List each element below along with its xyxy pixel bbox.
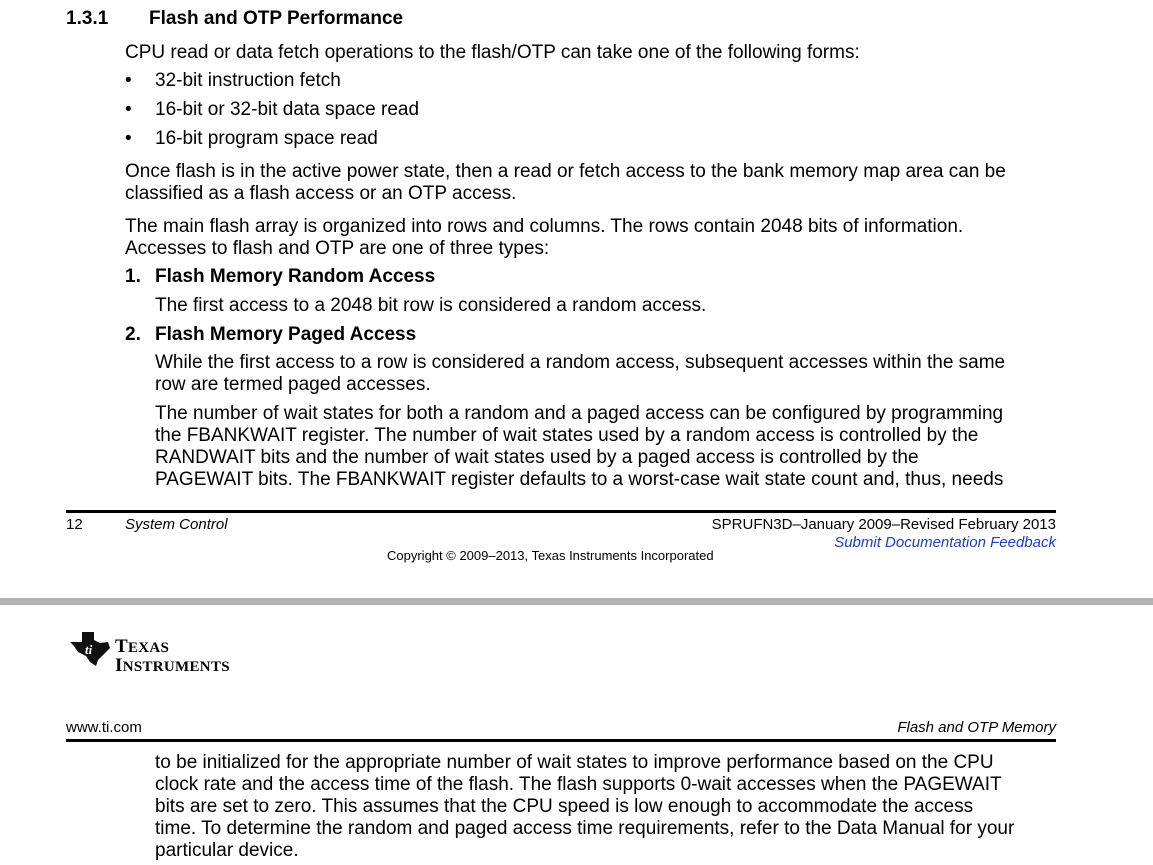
- paragraph-line: particular device.: [155, 840, 299, 861]
- bullet-marker: •: [125, 99, 132, 120]
- ti-logo: [68, 630, 258, 675]
- header-section: Flash and OTP Memory: [897, 719, 1056, 736]
- list-item-title: Flash Memory Random Access: [155, 266, 436, 287]
- paragraph-line: clock rate and the access time of the flash. The flash supports 0-wait accesses when the PAGEWAIT: [155, 774, 1002, 795]
- svg-text:ti: ti: [85, 642, 93, 657]
- intro-paragraph: CPU read or data fetch operations to the flash/OTP can take one of the following forms:: [125, 42, 860, 63]
- paragraph-line: time. To determine the random and paged access time requirements, refer to the Data Manual for your: [155, 818, 1015, 839]
- list-item-text: PAGEWAIT bits. The FBANKWAIT register defaults to a worst-case wait state count and, thus, needs: [155, 469, 1004, 490]
- list-item-text: The number of wait states for both a random and a paged access can be configured by programming: [155, 403, 1004, 424]
- copyright: Copyright © 2009–2013, Texas Instruments Incorporated: [387, 548, 714, 563]
- paragraph-line: Once flash is in the active power state, then a read or fetch access to the bank memory map area can be: [125, 161, 1006, 182]
- logo-line-2: INSTRUMENTS: [115, 655, 230, 676]
- paragraph-line: Accesses to flash and OTP are one of three types:: [125, 238, 550, 259]
- list-number: 2.: [125, 324, 141, 345]
- document-id: SPRUFN3D–January 2009–Revised February 2013: [711, 516, 1056, 533]
- header-website: www.ti.com: [66, 719, 142, 736]
- logo-line-1: TEXAS: [115, 636, 170, 657]
- paragraph-line: to be initialized for the appropriate number of wait states to improve performance based on the CPU: [155, 752, 994, 773]
- page-number: 12: [66, 516, 83, 533]
- list-item-text: While the first access to a row is considered a random access, subsequent accesses within the same: [155, 352, 1006, 373]
- bullet-item: 16-bit program space read: [155, 128, 378, 149]
- page-separator: [0, 598, 1153, 605]
- bullet-marker: •: [125, 70, 132, 91]
- bullet-item: 16-bit or 32-bit data space read: [155, 99, 420, 120]
- feedback-link[interactable]: Submit Documentation Feedback: [834, 534, 1056, 551]
- section-title: Flash and OTP Performance: [149, 8, 404, 29]
- list-item-text: The first access to a 2048 bit row is considered a random access.: [155, 295, 707, 316]
- paragraph-line: bits are set to zero. This assumes that the CPU speed is low enough to accommodate the access: [155, 796, 974, 817]
- list-item-text: row are termed paged accesses.: [155, 374, 431, 395]
- list-item-text: RANDWAIT bits and the number of wait states used by a paged access is controlled by the: [155, 447, 919, 468]
- list-item-title: Flash Memory Paged Access: [155, 324, 417, 345]
- bullet-item: 32-bit instruction fetch: [155, 70, 341, 91]
- list-number: 1.: [125, 266, 141, 287]
- footer-rule: [66, 510, 1056, 513]
- paragraph-line: classified as a flash access or an OTP access.: [125, 183, 517, 204]
- bullet-marker: •: [125, 128, 132, 149]
- texas-state-icon: [68, 630, 112, 668]
- list-item-text: the FBANKWAIT register. The number of wait states used by a random access is controlled by the: [155, 425, 979, 446]
- section-number: 1.3.1: [66, 8, 109, 29]
- paragraph-line: The main flash array is organized into rows and columns. The rows contain 2048 bits of information.: [125, 216, 964, 237]
- footer-section-name: System Control: [125, 516, 228, 533]
- header-rule: [66, 739, 1056, 742]
